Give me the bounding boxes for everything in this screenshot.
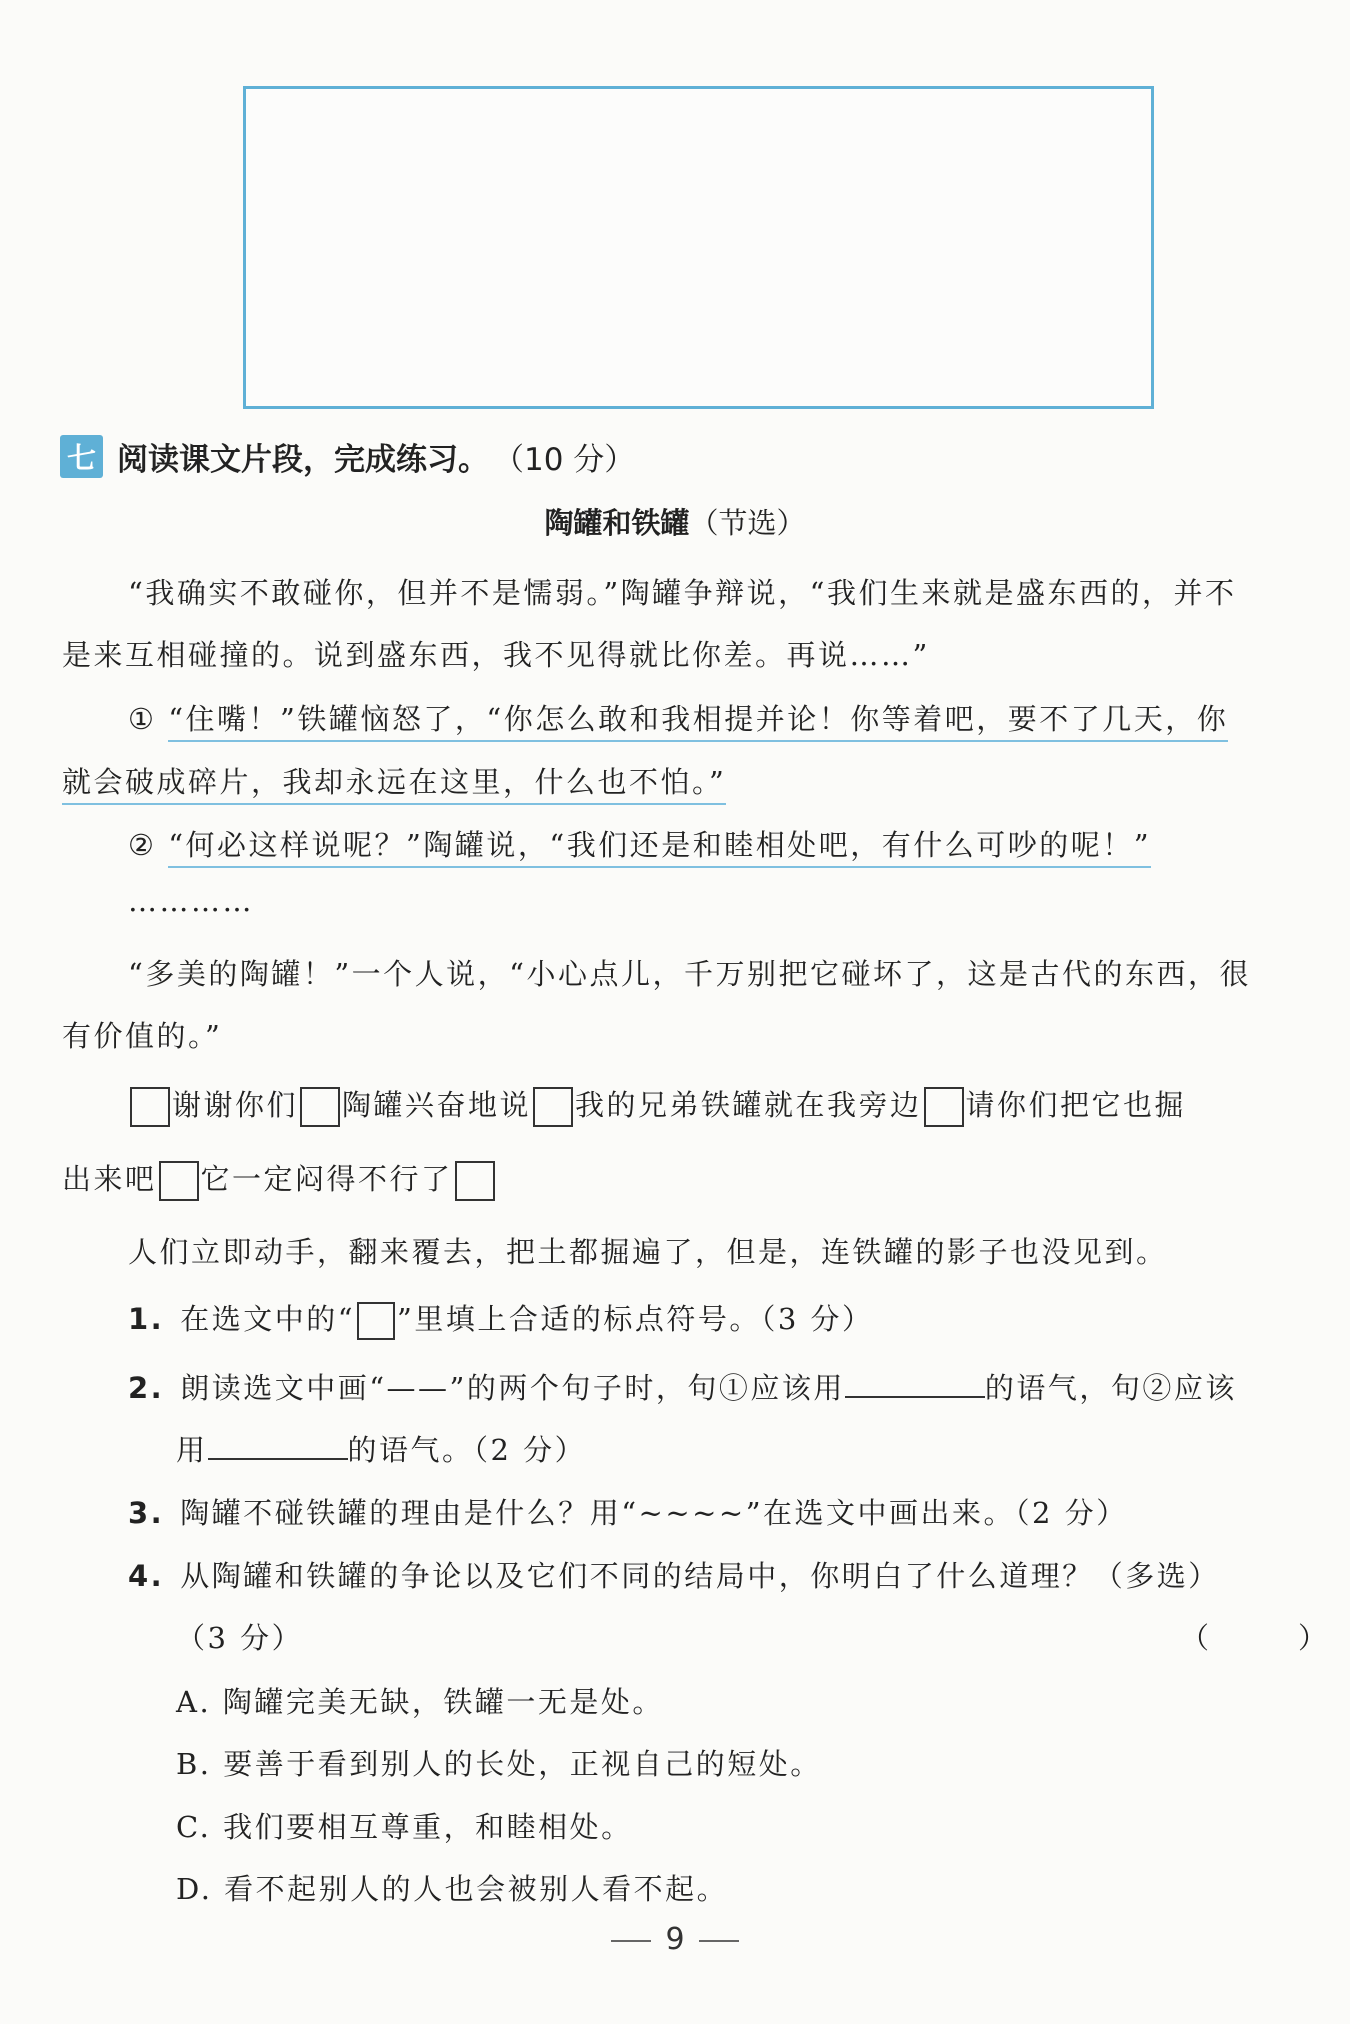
answer-blank-1[interactable] bbox=[845, 1368, 985, 1398]
passage-line: “多美的陶罐！”一个人说，“小心点儿，千万别把它碰坏了，这是古代的东西，很 bbox=[128, 957, 1251, 991]
question-4-score: （3 分） bbox=[176, 1621, 304, 1655]
passage-line-fill bbox=[62, 1157, 497, 1201]
passage-line: 人们立即动手，翻来覆去，把土都掘遍了，但是，连铁罐的影子也没见到。 bbox=[128, 1235, 1168, 1269]
passage-line: 是来互相碰撞的。说到盛东西，我不见得就比你差。再说……” bbox=[62, 638, 930, 672]
passage-subtitle: （节选） bbox=[689, 506, 806, 540]
punctuation-box[interactable] bbox=[924, 1087, 964, 1127]
question-3 bbox=[128, 1491, 1128, 1532]
answer-paren-right: ） bbox=[1298, 1621, 1328, 1655]
question-text: 朗读选文中画“——”的两个句子时，句①应该用 bbox=[180, 1371, 845, 1405]
question-1 bbox=[128, 1297, 874, 1340]
underlined-sentence-2: “何必这样说呢？”陶罐说，“我们还是和睦相处吧，有什么可吵的呢！” bbox=[168, 828, 1151, 868]
punctuation-box[interactable] bbox=[130, 1087, 170, 1127]
answer-paren-left[interactable]: （ bbox=[1180, 1621, 1210, 1655]
passage-line: 有价值的。” bbox=[62, 1019, 223, 1053]
passage-text: 陶罐兴奋地说 bbox=[342, 1088, 532, 1122]
passage-line-fill bbox=[128, 1083, 1186, 1127]
question-text: 的语气，句②应该 bbox=[984, 1371, 1237, 1405]
section-score: （10 分） bbox=[493, 441, 636, 478]
passage-line: “我确实不敢碰你，但并不是懦弱。”陶罐争辩说，“我们生来就是盛东西的，并不 bbox=[128, 576, 1237, 610]
punctuation-box[interactable] bbox=[533, 1087, 573, 1127]
section-badge: 七 bbox=[60, 435, 103, 478]
passage-text: 请你们把它也掘 bbox=[965, 1088, 1187, 1122]
punctuation-box[interactable] bbox=[300, 1087, 340, 1127]
page-number bbox=[0, 1922, 1350, 1957]
question-text: 陶罐不碰铁罐的理由是什么？用“~~~~”在选文中画出来。（2 分） bbox=[180, 1496, 1128, 1530]
passage-text: 它一定闷得不行了 bbox=[200, 1162, 453, 1196]
passage-text: 出来吧 bbox=[62, 1162, 157, 1196]
question-text: 从陶罐和铁罐的争论以及它们不同的结局中，你明白了什么道理？（多选） bbox=[180, 1559, 1220, 1593]
ellipsis: ………… bbox=[128, 884, 254, 918]
underlined-sentence-1: “住嘴！”铁罐恼怒了，“你怎么敢和我相提并论！你等着吧，要不了几天，你 bbox=[168, 702, 1228, 742]
question-2 bbox=[128, 1366, 1237, 1407]
passage-line bbox=[128, 697, 1228, 738]
sentence-marker-1: ① bbox=[128, 702, 157, 736]
page-number-text: 9 bbox=[665, 1922, 685, 1957]
passage-title bbox=[0, 501, 1350, 542]
punctuation-box[interactable] bbox=[455, 1161, 495, 1201]
passage-title-text: 陶罐和铁罐 bbox=[544, 506, 690, 540]
question-text: 用 bbox=[176, 1433, 208, 1467]
dash-left bbox=[611, 1940, 651, 1942]
passage-text: 我的兄弟铁罐就在我旁边 bbox=[575, 1088, 922, 1122]
question-number: 1. bbox=[128, 1302, 165, 1336]
option-c: C. 我们要相互尊重，和睦相处。 bbox=[176, 1810, 633, 1844]
drawing-answer-box[interactable] bbox=[243, 86, 1154, 409]
option-b: B. 要善于看到别人的长处，正视自己的短处。 bbox=[176, 1747, 822, 1781]
question-text: 的语气。（2 分） bbox=[347, 1433, 587, 1467]
section-title: 阅读课文片段，完成练习。 bbox=[117, 441, 489, 478]
question-number: 4. bbox=[128, 1559, 165, 1593]
dash-right bbox=[699, 1940, 739, 1942]
option-a: A. 陶罐完美无缺，铁罐一无是处。 bbox=[176, 1685, 664, 1719]
example-box bbox=[357, 1302, 395, 1340]
answer-blank-2[interactable] bbox=[208, 1430, 348, 1460]
option-d: D. 看不起别人的人也会被别人看不起。 bbox=[176, 1872, 729, 1906]
question-number: 2. bbox=[128, 1371, 165, 1405]
sentence-marker-2: ② bbox=[128, 828, 157, 862]
passage-line bbox=[128, 823, 1151, 864]
punctuation-box[interactable] bbox=[159, 1161, 199, 1201]
section-header bbox=[60, 432, 635, 480]
passage-text: 谢谢你们 bbox=[172, 1088, 299, 1122]
question-text: 在选文中的“ bbox=[180, 1302, 356, 1336]
passage-line bbox=[62, 760, 726, 801]
question-number: 3. bbox=[128, 1496, 165, 1530]
underlined-sentence-1-cont: 就会破成碎片，我却永远在这里，什么也不怕。” bbox=[62, 765, 726, 805]
question-2-cont bbox=[176, 1428, 586, 1469]
question-text: ”里填上合适的标点符号。（3 分） bbox=[397, 1302, 874, 1336]
question-4 bbox=[128, 1554, 1220, 1595]
